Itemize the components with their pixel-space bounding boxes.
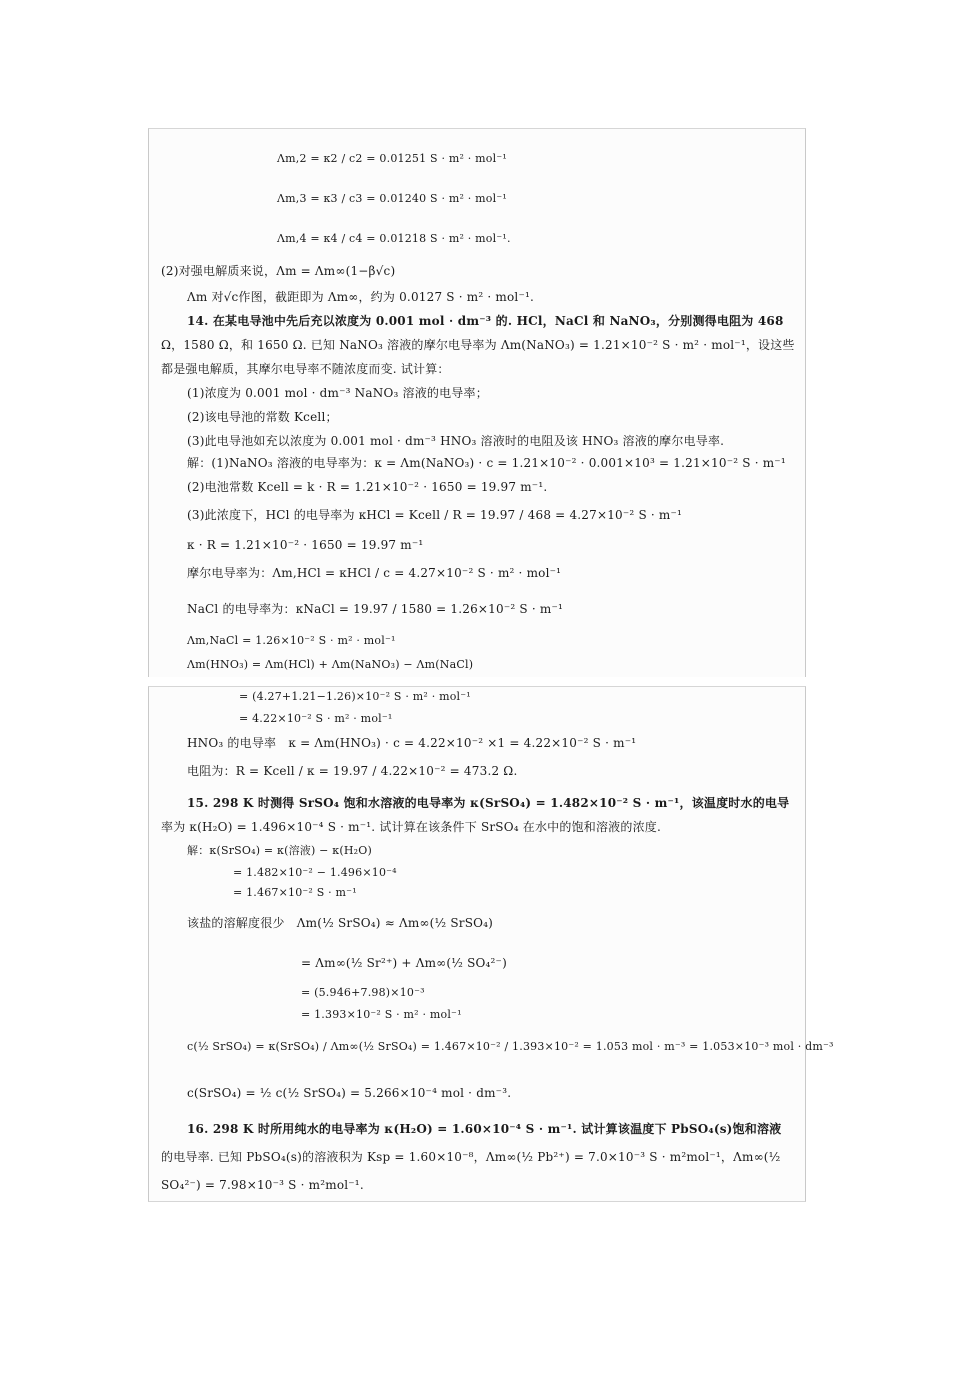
eq-lambda-m3: Λm,3 = κ3 / c3 = 0.01240 S · m² · mol⁻¹ (277, 192, 507, 205)
sum-result: = 4.22×10⁻² S · m² · mol⁻¹ (239, 712, 393, 725)
problem-16-line-2: 的电导率. 已知 PbSO₄(s)的溶液积为 Ksp = 1.60×10⁻⁸，Λm∞(½ Pb²⁺) = 7.0×10⁻³ S · m²mol⁻¹，Λm∞(½ (161, 1150, 781, 1164)
eq-lambda-m2: Λm,2 = κ2 / c2 = 0.01251 S · m² · mol⁻¹ (277, 152, 507, 165)
solution-15-2: = 1.482×10⁻² − 1.496×10⁻⁴ (233, 866, 397, 879)
problem-15-line-1: 15. 298 K 时测得 SrSO₄ 饱和水溶液的电导率为 κ(SrSO₄) = 1.482×10⁻² S · m⁻¹，该温度时水的电导 (187, 796, 790, 810)
problem-15-line-2: 率为 κ(H₂O) = 1.496×10⁻⁴ S · m⁻¹. 试计算在该条件下 SrSO₄ 在水中的饱和溶液的浓度. (161, 820, 661, 834)
concentration-half: c(½ SrSO₄) = κ(SrSO₄) / Λm∞(½ SrSO₄) = 1.467×10⁻² / 1.393×10⁻² = 1.053 mol · m⁻³ = 1.053×10⁻³ mol · dm⁻³ (187, 1040, 834, 1053)
solution-14-1: 解：(1)NaNO₃ 溶液的电导率为：κ = Λm(NaNO₃) · c = 1.21×10⁻² · 0.001×10³ = 1.21×10⁻² S · m⁻¹ (187, 456, 786, 470)
solution-15-3: = 1.467×10⁻² S · m⁻¹ (233, 886, 357, 899)
lambda-nacl: Λm,NaCl = 1.26×10⁻² S · m² · mol⁻¹ (187, 634, 396, 647)
lambda-hno3-sum: Λm(HNO₃) = Λm(HCl) + Λm(NaNO₃) − Λm(NaCl) (187, 658, 474, 671)
limiting-values: = (5.946+7.98)×10⁻³ (301, 986, 425, 999)
hno3-conductivity: HNO₃ 的电导率 κ = Λm(HNO₃) · c = 4.22×10⁻² ×1 = 4.22×10⁻² S · m⁻¹ (187, 736, 637, 750)
scan-panel-2 (148, 686, 834, 1202)
molar-conductivity-hcl: 摩尔电导率为：Λm,HCl = κHCl / c = 4.27×10⁻² S · m² · mol⁻¹ (187, 566, 562, 580)
solution-15-1: 解：κ(SrSO₄) = κ(溶液) − κ(H₂O) (187, 844, 372, 857)
solubility-line: 该盐的溶解度很少 Λm(½ SrSO₄) ≈ Λm∞(½ SrSO₄) (187, 916, 494, 930)
problem-14-q2: (2)该电导池的常数 Kcell； (187, 410, 338, 424)
sum-line: = (4.27+1.21−1.26)×10⁻² S · m² · mol⁻¹ (239, 690, 471, 703)
problem-14-q3: (3)此电导池如充以浓度为 0.001 mol · dm⁻³ HNO₃ 溶液时的电阻及该 HNO₃ 溶液的摩尔电导率. (187, 434, 725, 448)
problem-14-line-2: Ω，1580 Ω，和 1650 Ω. 已知 NaNO₃ 溶液的摩尔电导率为 Λm(NaNO₃) = 1.21×10⁻² S · m² · mol⁻¹，设这些 (161, 338, 795, 352)
solution-14-3: (3)此浓度下，HCl 的电导率为 κHCl = Kcell / R = 19.97 / 468 = 4.27×10⁻² S · m⁻¹ (187, 508, 683, 522)
problem-14-line-1: 14. 在某电导池中先后充以浓度为 0.001 mol · dm⁻³ 的. HCl，NaCl 和 NaNO₃，分别测得电阻为 468 (187, 314, 784, 328)
intercept-line: Λm 对√c作图，截距即为 Λm∞，约为 0.0127 S · m² · mol⁻¹. (187, 290, 534, 304)
solution-14-2: (2)电池常数 Kcell = k · R = 1.21×10⁻² · 1650 = 19.97 m⁻¹. (187, 480, 548, 494)
limiting-result: = 1.393×10⁻² S · m² · mol⁻¹ (301, 1008, 462, 1021)
concentration-srso4: c(SrSO₄) = ½ c(½ SrSO₄) = 5.266×10⁻⁴ mol · dm⁻³. (187, 1086, 512, 1100)
nacl-conductivity: NaCl 的电导率为：κNaCl = 19.97 / 1580 = 1.26×10⁻² S · m⁻¹ (187, 602, 563, 616)
limiting-sum: = Λm∞(½ Sr²⁺) + Λm∞(½ SO₄²⁻) (301, 956, 507, 970)
problem-14-line-3: 都是强电解质，其摩尔电导率不随浓度而变. 试计算： (161, 362, 450, 376)
kappa-r-line: κ · R = 1.21×10⁻² · 1650 = 19.97 m⁻¹ (187, 538, 424, 552)
eq-lambda-m4: Λm,4 = κ4 / c4 = 0.01218 S · m² · mol⁻¹. (277, 232, 511, 245)
problem-16-line-1: 16. 298 K 时所用纯水的电导率为 κ(H₂O) = 1.60×10⁻⁴ S · m⁻¹. 试计算该温度下 PbSO₄(s)饱和溶液 (187, 1122, 782, 1136)
problem-16-line-3: SO₄²⁻) = 7.98×10⁻³ S · m²mol⁻¹. (161, 1178, 364, 1192)
problem-14-q1: (1)浓度为 0.001 mol · dm⁻³ NaNO₃ 溶液的电导率； (187, 386, 488, 400)
scan-panel-1 (148, 128, 806, 677)
strong-electrolyte-line: (2)对强电解质来说，Λm = Λm∞(1−β√c) (161, 264, 396, 278)
resistance-line: 电阻为：R = Kcell / κ = 19.97 / 4.22×10⁻² = 473.2 Ω. (187, 764, 518, 778)
